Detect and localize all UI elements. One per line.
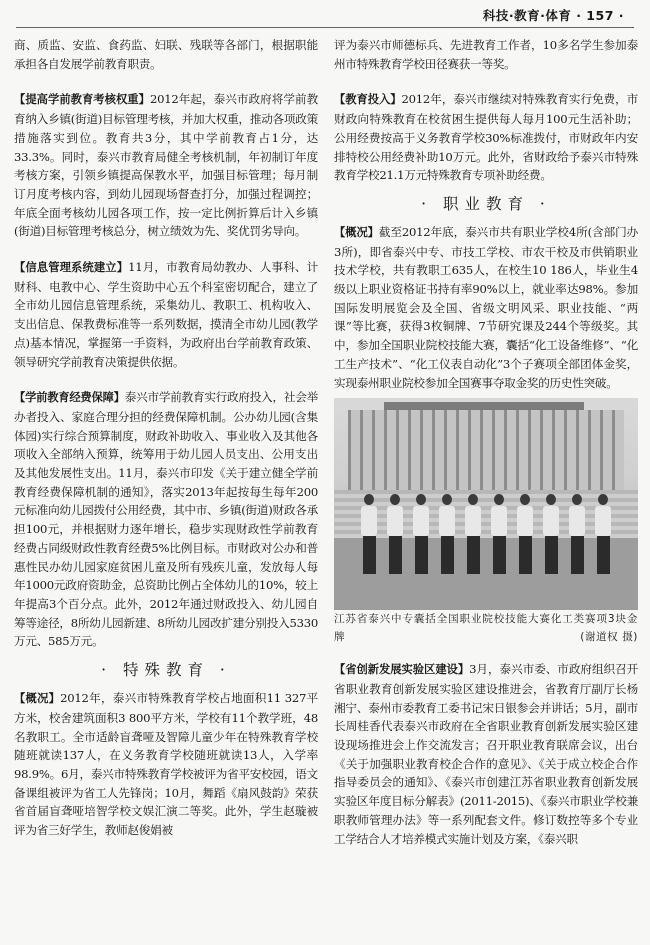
person-figure	[360, 494, 378, 578]
paragraph-text: 截至2012年底，泰兴市共有职业学校4所(含部门办3所)，即省泰兴中专、市技工学校、市农干校及市供销职业技术学校，共有教职工635人，在校生10 186人，毕业生4级以上职业资格证书持有率90%以上，就业率达98%。参加国际发明展览会及全国、省级文明风采、职业技能、“两课”等比赛，获得3枚铜牌、7节研究课及244个等级奖。其中，参加全国职业院校技能大赛，囊括“化工设备维修”、“化工生产技术”、“化工仪表自动化”3个子赛项全部团体金奖，实现泰州职业院校参加全国赛事夺取金奖的历史性突破。	[334, 224, 638, 390]
special-overview-paragraph	[14, 689, 318, 840]
person-figure	[412, 494, 430, 578]
person-figure	[490, 494, 508, 578]
person-figure	[386, 494, 404, 578]
intro-paragraph: 商、质监、安监、食药监、妇联、残联等各部门，根据职能承担各自发展学前教育职责。	[14, 38, 318, 71]
innovation-zone-paragraph	[334, 660, 638, 848]
running-title: 科技·教育·体育 · 157 ·	[482, 8, 624, 23]
section-title-special-education: · 特殊教育 ·	[101, 661, 231, 680]
building-facade	[348, 410, 624, 490]
continued-paragraph: 评为泰兴市师德标兵、先进教育工作者，10多名学生参加泰州市特殊教育学校田径赛获一等奖。	[334, 38, 638, 71]
photo-caption	[334, 610, 638, 646]
paragraph-text: 2012年，泰兴市继续对特殊教育实行免费，市财政向特殊教育在校贫困生提供每人每月100元生活补助；公用经费按高于义务教育学校30%标准拨付，市财政年内安排特校公用经费补助10万元。此外，省财政给予泰兴市特殊教育学校21.1万元特殊教育专项补助经费。	[334, 92, 638, 183]
keyword-label: 【概况】	[14, 692, 61, 706]
keyword-label: 【信息管理系统建立】	[14, 261, 129, 275]
keyword-label: 【学前教育经费保障】	[14, 391, 125, 405]
ground	[334, 538, 638, 610]
person-figure	[568, 494, 586, 578]
paragraph-text: 11月，市教育局幼教办、人事科、计财科、电教中心、学生资助中心五个科室密切配合，建立了全市幼儿园信息管理系统，采集幼儿、教职工、机构收入、支出信息、保教费标准等一系列数据，摸清全市幼儿园(教学点)基本情况，掌握第一手资料，为政府出台学前教育政策、领导研究学前教育决策提供依据。	[14, 260, 318, 369]
paragraph-text: 3月，泰兴市委、市政府组织召开省职业教育创新发展实验区建设推进会，省教育厅副厅长杨湘宁、泰州市委教育工委书记宋日银参会并讲话；5月，副市长周桂香代表泰兴市政府在全省职业教育创新发展实验区建设现场推进会上作交流发言；召开职业教育联席会议，出台《关于加强职业教育校企合作的意见》、《关于成立校企合作指导委员会的通知》、《泰兴市创建江苏省职业教育创新发展实验区年度目标分解表》(2011-2015)、《泰兴市职业学校兼职教师管理办法》等一系列配套文件。修订数控等多个专业工学结合人才培养模式实施计划及方案，《泰兴职	[334, 662, 638, 846]
group-photo	[334, 398, 638, 610]
caption-text: 江苏省泰兴中专囊括全国职业院校技能大赛化工类赛项3块金牌	[334, 613, 638, 644]
vocational-overview-paragraph	[334, 223, 638, 392]
person-figure	[594, 494, 612, 578]
preschool-funding-paragraph	[14, 388, 318, 651]
person-figure	[542, 494, 560, 578]
keyword-label: 【提高学前教育考核权重】	[14, 93, 150, 107]
paragraph-text: 2012年起，泰兴市政府将学前教育纳入乡镇(街道)目标管理考核，并加大权重，推动各项政策措施落实到位。教育共3分，其中学前教育占1分，达33.3%。同时，泰兴市教育局健全考核机制，年初制订年度考核方案，引领乡镇提高保教水平，加强目标管理；每月制订月度考核内容，到幼儿园现场督查打分，加强过程调控；年底全面考核幼儿园各项工作，按一定比例折算后计入乡镇(街道)目标管理考核总分，树立绩效为先、奖优罚劣导向。	[14, 92, 318, 239]
person-figure	[516, 494, 534, 578]
person-figure	[438, 494, 456, 578]
person-figure	[464, 494, 482, 578]
right-column	[334, 36, 638, 848]
photo-credit: (谢道权 摄)	[580, 631, 638, 644]
preschool-assessment-paragraph	[14, 90, 318, 241]
paragraph-text: 泰兴市学前教育实行政府投入，社会举办者投入、家庭合理分担的经费保障机制。公办幼儿园(含集体园)实行综合预算制度，财政补助收入、事业收入及其他各项收入全部纳入预算，统筹用于幼儿园人员支出、公用支出及其他发展性支出。11月，泰兴市印发《关于建立健全学前教育经费保障机制的通知》，落实2013年起按每生每年200元标准向幼儿园拨付公用经费，其中市、乡镇(街道)财政各承担100元，并根据财力逐年增长，稳步实现财政性学前教育经费占同级财政性教育经费5%比例目标。市财政对公办和普惠性民办幼儿园家庭贫困儿童及所有残疾儿童，发放每人每年1000元政府资助金，总资助比例占全体幼儿的10%，较上年提高3个百分点。此外，2012年通过财政投入、幼儿园自筹等途径，8所幼儿园新建、8所幼儿园改扩建分别投入5330万元、585万元。	[14, 390, 318, 649]
keyword-label: 【教育投入】	[334, 93, 402, 107]
keyword-label: 【省创新发展实验区建设】	[334, 663, 470, 677]
paragraph-text: 2012年，泰兴市特殊教育学校占地面积11 327平方米，校舍建筑面积3 800平方米，学校有11个教学班，48名教职工。全市适龄盲聋哑及智障儿童少年在特殊教育学校随班就读137人，在义务教育学校随班就读13人，入学率98.9%。6月，泰兴市特殊教育学校被评为省平安校园，语文备课组被评为省工人先锋岗；10月，舞蹈《扇风鼓韵》荣获省首届盲聋哑培智学校文娱汇演二等奖。此外，学生赵璇被评为省三好学生，教师赵俊娟被	[14, 691, 318, 838]
education-investment-paragraph	[334, 90, 638, 185]
header-rule	[16, 27, 634, 28]
keyword-label: 【概况】	[334, 225, 379, 239]
left-column	[14, 36, 318, 840]
info-system-paragraph	[14, 258, 318, 371]
page-header	[0, 0, 650, 26]
building-steps	[334, 490, 638, 538]
section-title-vocational-education: · 职业教育 ·	[421, 194, 551, 213]
